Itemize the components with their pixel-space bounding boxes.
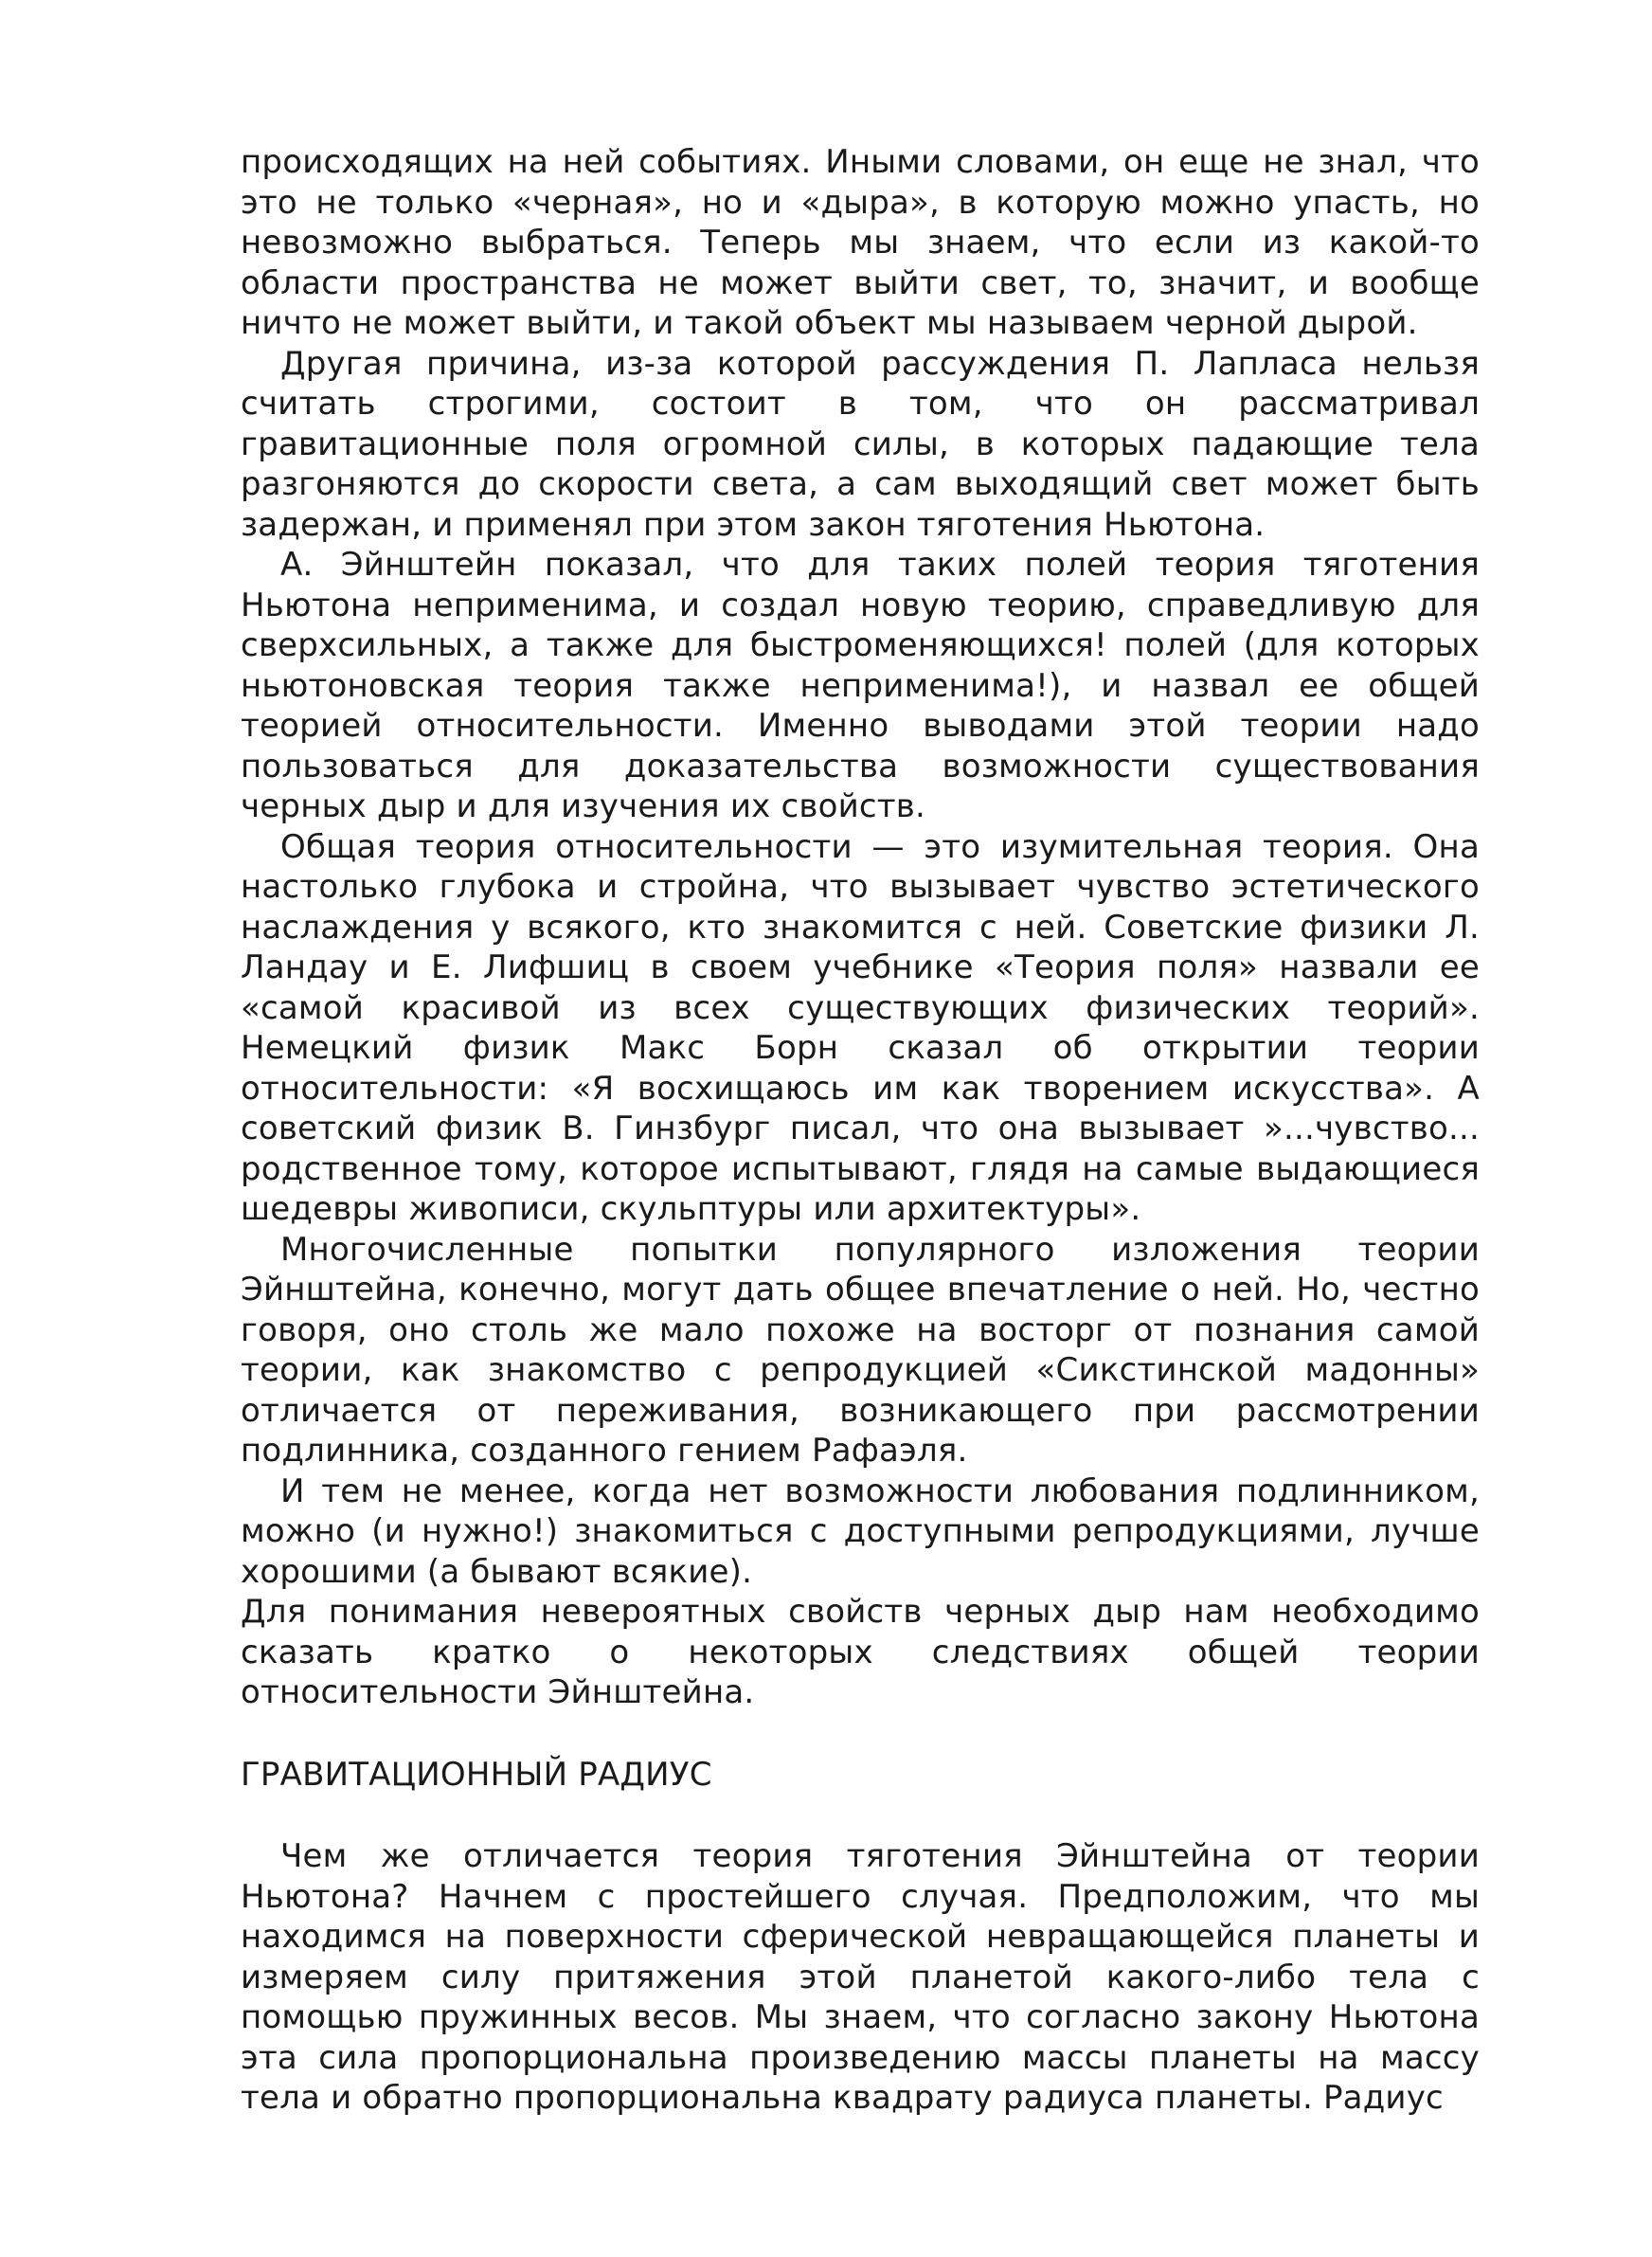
paragraph-laplace-reasoning: Другая причина, из-за которой рассуждения П. Лапласа нельзя считать строгими, состоит в том, что он рассматривал гравитационные поля огромной силы, в которых падающие тела разгоняются до скорости света, а сам выходящий свет может быть задержан, и применял при этом закон тяготения Ньютона.	[241, 344, 1480, 544]
paragraph-gravitational-radius: Чем же отличается теория тяготения Эйнштейна от теории Ньютона? Начнем с простейшего случая. Предположим, что мы находимся на поверхности сферической невращающейся планеты и измеряем силу притяжения этой планетой какого-либо тела с помощью пружинных весов. Мы знаем, что согласно закону Ньютона эта сила пропорциональна произведению массы планеты на массу тела и обратно пропорциональна квадрату радиуса планеты. Радиус	[241, 1837, 1480, 2117]
paragraph-einstein-theory: А. Эйнштейн показал, что для таких полей теория тяготения Ньютона неприменима, и создал новую теорию, справедливую для сверхсильных, а также для быстроменяющихся! полей (для которых ньютоновская теория также неприменима!), и назвал ее общей теорией относительности. Именно выводами этой теории надо пользоваться для доказательства возможности существования черных дыр и для изучения их свойств.	[241, 546, 1480, 825]
paragraph-general-relativity: Общая теория относительности — это изумительная теория. Она настолько глубока и стройна, что вызывает чувство эстетического наслаждения у всякого, кто знакомится с ней. Советские физики Л. Ландау и Е. Лифшиц в своем учебнике «Теория поля» назвали ее «самой красивой из всех существующих физических теорий». Немецкий физик Макс Борн сказал об открытии теории относительности: «Я восхищаюсь им как творением искусства». А советский физик В. Гинзбург писал, что она вызывает »...чувство... родственное тому, которое испытывают, глядя на самые выдающиеся шедевры живописи, скульптуры или архитектуры».	[241, 827, 1480, 1228]
section-heading: ГРАВИТАЦИОННЫЙ РАДИУС	[241, 1755, 712, 1794]
paragraph-consequences: Для понимания невероятных свойств черных дыр нам необходимо сказать кратко о некоторых следствиях общей теории относительности Эйнштейна.	[241, 1593, 1480, 1711]
paragraph-reproductions: И тем не менее, когда нет возможности любования подлинником, можно (и нужно!) знакомиться с доступными репродукциями, лучше хорошими (а бывают всякие).	[241, 1472, 1480, 1591]
paragraph-popularization: Многочисленные попытки популярного изложения теории Эйнштейна, конечно, могут дать общее впечатление о ней. Но, честно говоря, оно столь же мало похоже на восторг от познания самой теории, как знакомство с репродукцией «Сикстинской мадонны» отличается от переживания, возникающего при рассмотрении подлинника, созданного гением Рафаэля.	[241, 1230, 1480, 1470]
text-column	[241, 142, 1480, 2119]
paragraph-continuation: происходящих на ней событиях. Иными словами, он еще не знал, что это не только «черная», но и «дыра», в которую можно упасть, но невозможно выбраться. Теперь мы знаем, что если из какой-то области пространства не может выйти свет, то, значит, и вообще ничто не может выйти, и такой объект мы называем черной дырой.	[241, 143, 1480, 342]
